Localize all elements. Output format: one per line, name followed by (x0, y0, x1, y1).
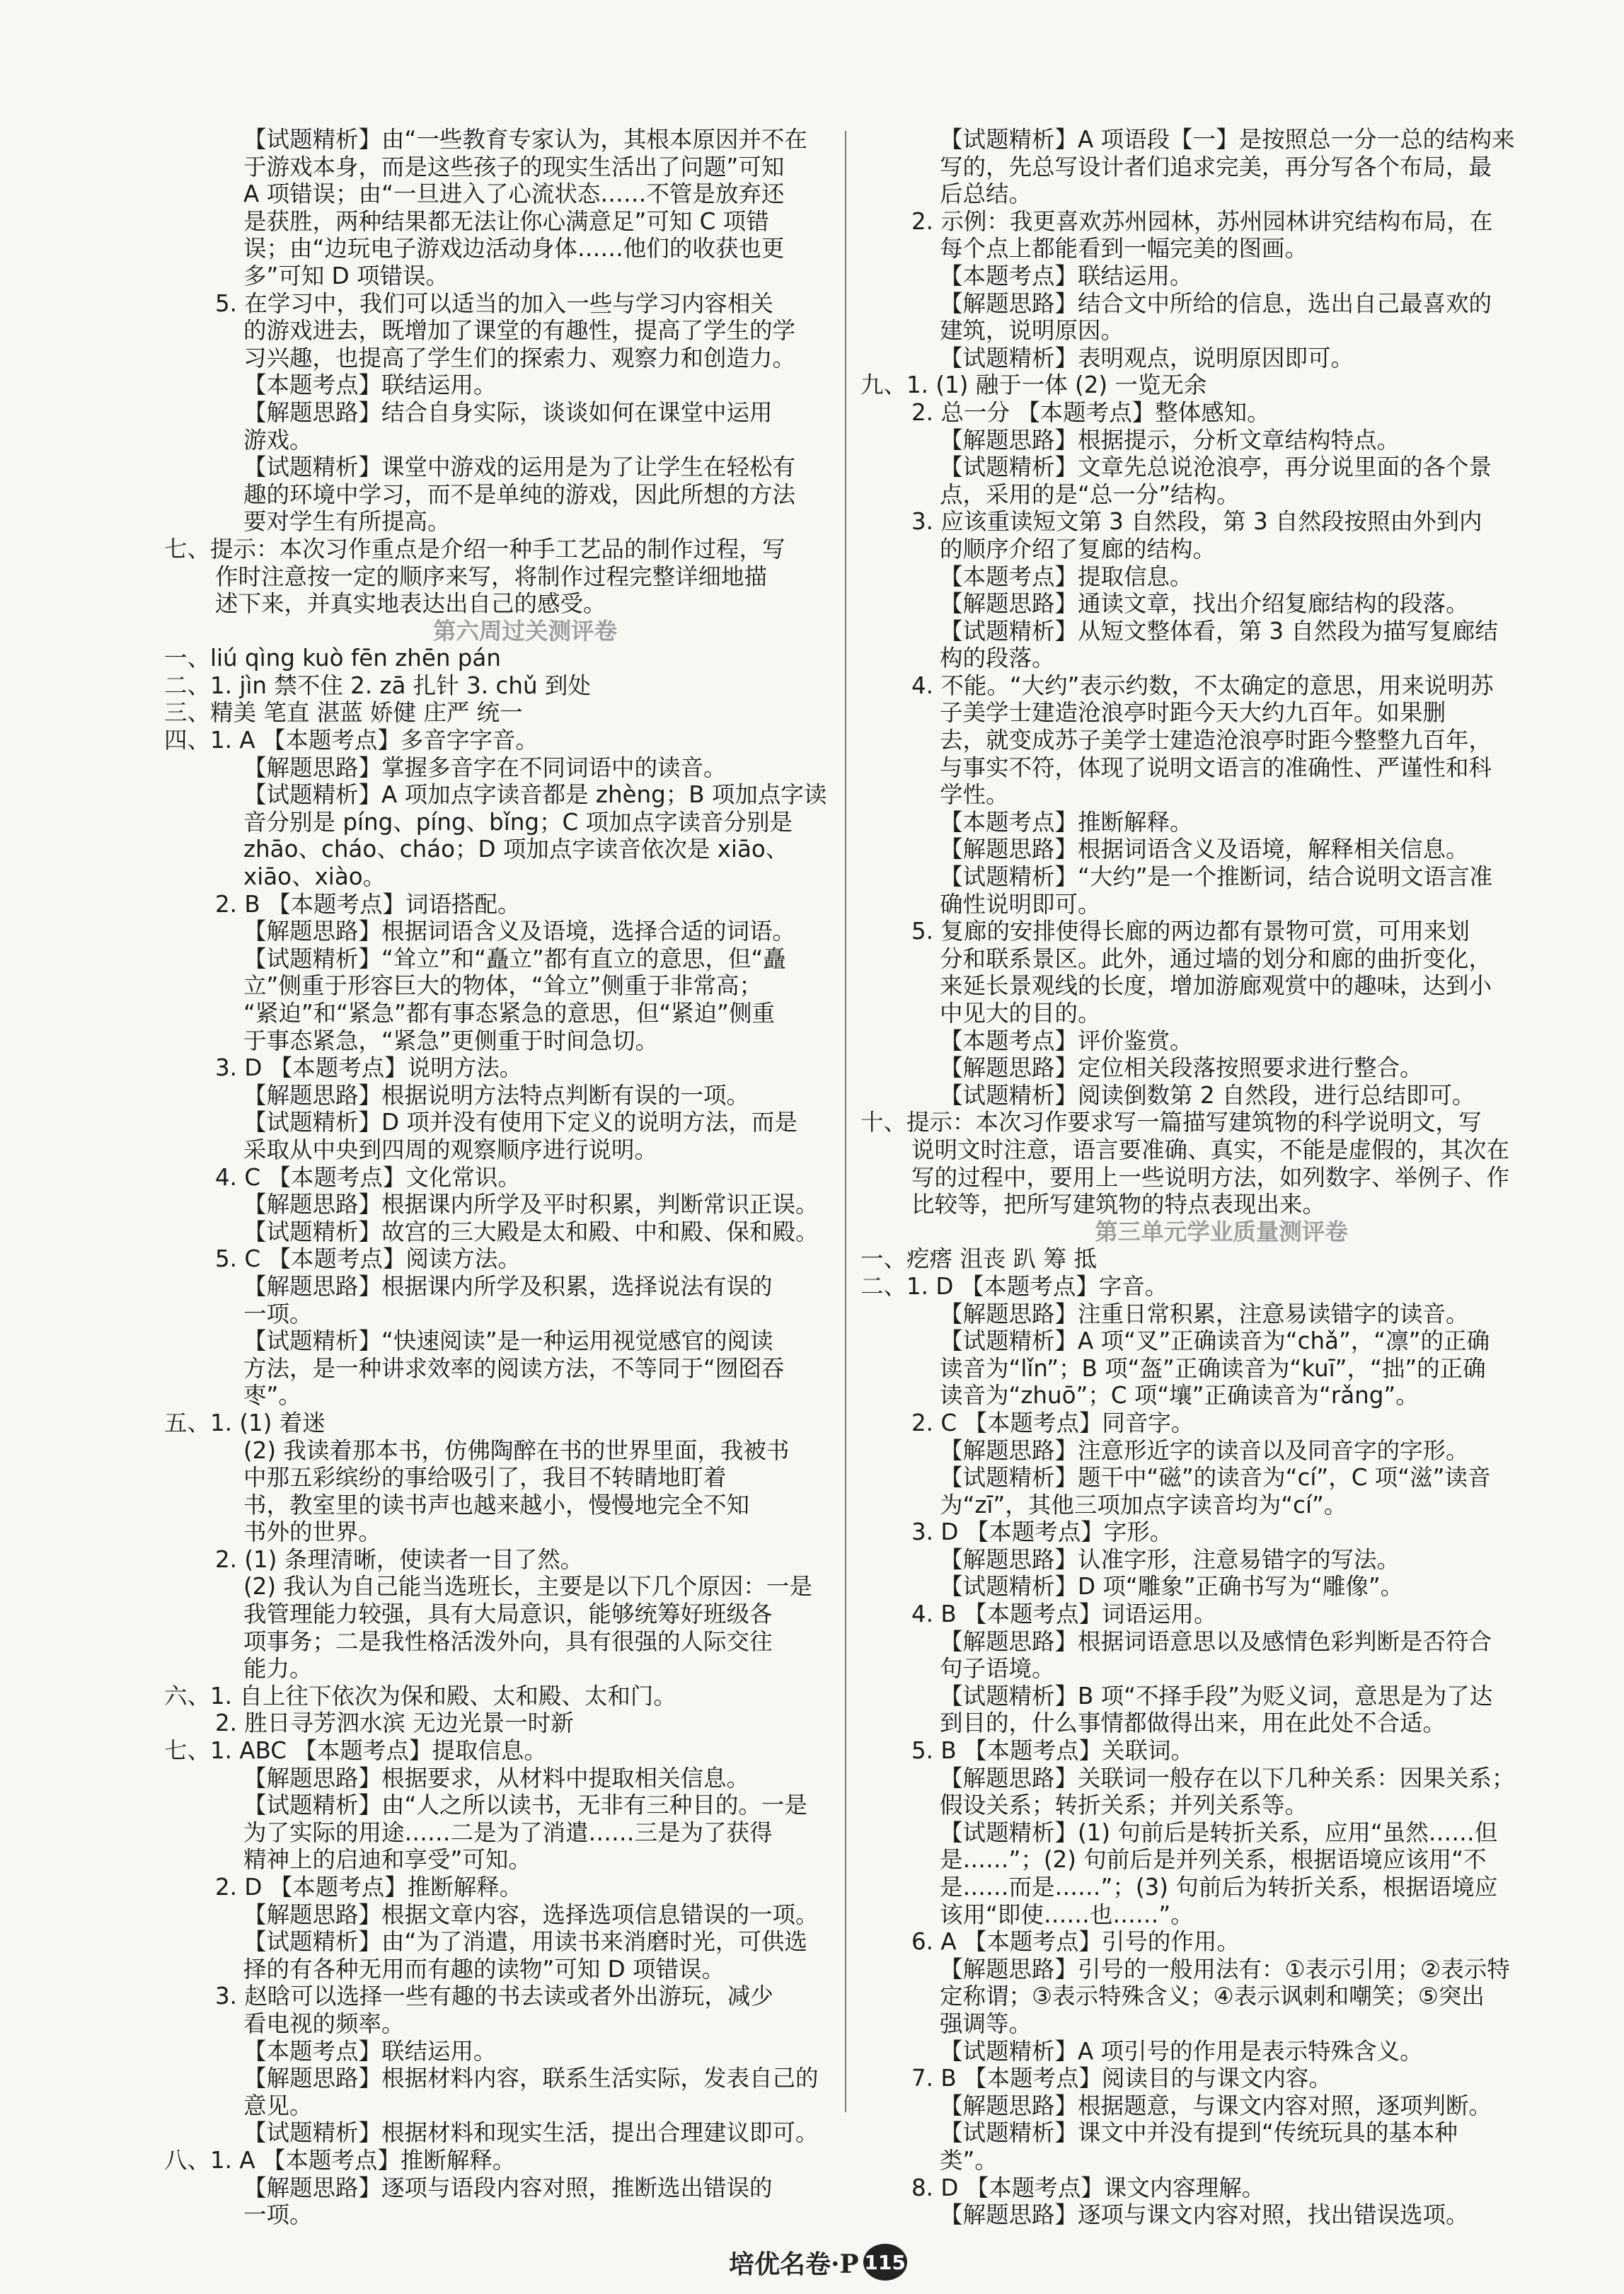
answer-line: 【试题精析】题干中“磁”的读音为“cí”，C 项“滋”读音 (940, 1464, 1491, 1492)
answer-line: 【解题思路】根据课内所学及积累，选择说法有误的 (243, 1272, 773, 1300)
answer-line: 读音为“zhuō”；C 项“壤”正确读音为“rǎng”。 (940, 1382, 1419, 1410)
answer-line: 【本题考点】联结运用。 (940, 262, 1193, 289)
answer-line: 【本题考点】推断解释。 (940, 808, 1193, 836)
answer-line: 【解题思路】根据词语含义及语境，解释相关信息。 (940, 836, 1469, 863)
answer-line: 【解题思路】根据说明方法特点判断有误的一项。 (243, 1081, 750, 1109)
answer-line: 5. 复廊的安排使得长廊的两边都有景物可赏，可用来划 (911, 918, 1470, 945)
answer-line: 2. 示例：我更喜欢苏州园林，苏州园林讲究结构布局，在 (911, 207, 1493, 235)
answer-line: 【试题精析】从短文整体看，第 3 自然段为描写复廊结 (940, 617, 1498, 645)
answer-line: 假设关系；转折关系；并列关系等。 (940, 1792, 1308, 1819)
answer-line: 二、1. D 【本题考点】字音。 (860, 1272, 1168, 1300)
answer-line: 游戏。 (243, 426, 313, 454)
answer-line: 误；由“边玩电子游戏边活动身体……他们的收获也更 (243, 235, 785, 263)
answer-line: 写的过程中，要用上一些说明方法，如列数字、举例子、作 (911, 1163, 1510, 1191)
answer-line: 【试题精析】表明观点，说明原因即可。 (940, 344, 1354, 371)
answer-line: 【试题精析】根据材料和现实生活，提出合理建议即可。 (243, 2119, 819, 2147)
answer-line: 【试题精析】D 项并没有使用下定义的说明方法，而是 (243, 1109, 797, 1136)
answer-line: 【本题考点】联结运用。 (243, 2037, 497, 2065)
answer-line: 一项。 (243, 1300, 313, 1327)
answer-line: 3. 应该重读短文第 3 自然段，第 3 自然段按照由外到内 (911, 508, 1482, 536)
answer-line: 【解题思路】认准字形，注意易错字的写法。 (940, 1545, 1400, 1573)
answer-line: 四、1. A 【本题考点】多音字字音。 (164, 727, 539, 754)
answer-line: 【解题思路】掌握多音字在不同词语中的读音。 (243, 754, 727, 781)
answer-line: 【解题思路】结合自身实际，谈谈如何在课堂中运用 (243, 398, 773, 426)
answer-line: 5. B 【本题考点】关联词。 (911, 1737, 1194, 1765)
answer-line: 与事实不符，体现了说明文语言的准确性、严谨性和科 (940, 754, 1492, 781)
answer-line: 构的段落。 (940, 645, 1055, 672)
answer-line: 【解题思路】根据词语意思以及感情色彩判断是否符合 (940, 1627, 1492, 1655)
answer-line: 三、精美 笔直 湛蓝 娇健 庄严 统一 (164, 699, 523, 727)
answer-line: 【试题精析】阅读倒数第 2 自然段，进行总结即可。 (940, 1081, 1475, 1109)
answer-line: 【本题考点】联结运用。 (243, 371, 497, 399)
answer-line: 【试题精析】课堂中游戏的运用是为了让学生在轻松有 (243, 454, 796, 481)
answer-line: 写的，先总写设计者们追求完美，再分写各个布局，最 (940, 153, 1492, 180)
answer-line: 【试题精析】A 项“叉”正确读音为“chǎ”，“凛”的正确 (940, 1327, 1490, 1355)
answer-line: 【解题思路】引号的一般用法有：①表示引用；②表示特 (940, 1955, 1510, 1983)
answer-line: 的游戏进去，既增加了课堂的有趣性，提高了学生的学 (243, 317, 796, 345)
answer-line: 【本题考点】评价鉴赏。 (940, 1027, 1193, 1054)
answer-line: “紧迫”和“紧急”都有事态紧急的意思，但“紧迫”侧重 (243, 1000, 776, 1027)
answer-line: 【解题思路】根据材料内容，联系生活实际，发表自己的 (243, 2065, 819, 2092)
answer-line: 【解题思路】结合文中所给的信息，选出自己最喜欢的 (940, 289, 1492, 317)
answer-line: 的顺序介绍了复廊的结构。 (940, 535, 1216, 563)
answer-line: 意见。 (243, 2092, 313, 2119)
answer-line: 【解题思路】根据提示，分析文章结构特点。 (940, 426, 1400, 454)
answer-line: 八、1. A 【本题考点】推断解释。 (164, 2146, 516, 2174)
column-divider (845, 131, 846, 2112)
answer-line: 该用“即使……也……”。 (940, 1901, 1194, 1928)
answer-line: 【解题思路】根据要求，从材料中提取相关信息。 (243, 1764, 750, 1792)
answer-line: 项事务；二是我性格活泼外向，具有很强的人际交往 (243, 1627, 773, 1655)
answer-line: 2. (1) 条理清晰，使读者一目了然。 (215, 1545, 584, 1573)
left-column (164, 126, 886, 2229)
answer-line: 是……”；(2) 句前后是并列关系，根据语境应该用“不 (940, 1846, 1487, 1874)
answer-line: 五、1. (1) 着迷 (164, 1409, 326, 1436)
answer-line: 5. C 【本题考点】阅读方法。 (215, 1245, 521, 1273)
answer-line: 习兴趣，也提高了学生们的探索力、观察力和创造力。 (243, 344, 796, 371)
right-column (860, 126, 1582, 2229)
answer-line: 【解题思路】根据文章内容，选择选项信息错误的一项。 (243, 1901, 819, 1928)
answer-line: 【试题精析】B 项“不择手段”为贬义词，意思是为了达 (940, 1682, 1493, 1710)
answer-line: 【解题思路】逐项与语段内容对照，推断选出错误的 (243, 2174, 773, 2201)
answer-line: (2) 我读着那本书，仿佛陶醉在书的世界里面，我被书 (243, 1436, 790, 1464)
answer-line: 于游戏本身，而是这些孩子的现实生活出了问题”可知 (243, 153, 785, 180)
answer-line: 择的有各种无用而有趣的读物”可知 D 项错误。 (243, 1955, 725, 1983)
answer-line: 【试题精析】由“人之所以读书，无非有三种目的。一是 (243, 1792, 807, 1819)
answer-line: 【试题精析】A 项引号的作用是表示特殊含义。 (940, 2037, 1423, 2065)
answer-line: 2. B 【本题考点】词语搭配。 (215, 890, 521, 918)
answer-line: xiāo、xiào。 (243, 863, 386, 891)
answer-line: 建筑，说明原因。 (940, 317, 1124, 345)
answer-line: 是获胜，两种结果都无法让你心满意足”可知 C 项错 (243, 207, 769, 235)
answer-line: 【试题精析】由“为了消遣，用读书来消磨时光，可供选 (243, 1928, 807, 1956)
answer-line: 【解题思路】根据课内所学及平时积累，判断常识正误。 (243, 1191, 819, 1218)
answer-line: 【解题思路】根据题意，与课文内容对照，逐项判断。 (940, 2092, 1492, 2119)
answer-line: 【试题精析】由“一些教育专家认为，其根本原因并不在 (243, 126, 807, 153)
answer-line: 【解题思路】逐项与课文内容对照，找出错误选项。 (940, 2201, 1469, 2229)
answer-line: 中见大的目的。 (940, 1000, 1101, 1027)
answer-line: 作时注意按一定的顺序来写，将制作过程完整详细地描 (215, 563, 768, 590)
answer-line: 3. 赵晗可以选择一些有趣的书去读或者外出游玩，减少 (215, 1983, 773, 2010)
answer-line: 定称谓；③表示特殊含义；④表示讽刺和嘲笑；⑤突出 (940, 1983, 1485, 2010)
answer-line: 3. D 【本题考点】说明方法。 (215, 1054, 523, 1082)
answer-line: 【本题考点】提取信息。 (940, 563, 1193, 590)
answer-line: 【解题思路】根据词语含义及语境，选择合适的词语。 (243, 918, 796, 945)
answer-line: 2. D 【本题考点】推断解释。 (215, 1874, 523, 1901)
answer-line: 确性说明即可。 (940, 890, 1101, 918)
section-heading: 第六周过关测评卷 (432, 617, 617, 645)
answer-line: 七、1. ABC 【本题考点】提取信息。 (164, 1737, 547, 1765)
answer-line: 一项。 (243, 2201, 313, 2229)
answer-line: 3. D 【本题考点】字形。 (911, 1518, 1173, 1546)
answer-line: 6. A 【本题考点】引号的作用。 (911, 1928, 1240, 1956)
page-number: 115 (863, 2244, 907, 2281)
answer-line: 我管理能力较强，具有大局意识，能够统筹好班级各 (243, 1601, 773, 1628)
answer-line: 趣的环境中学习，而不是单纯的游戏，因此所想的方法 (243, 480, 796, 508)
answer-line: 十、提示：本次习作要求写一篇描写建筑物的科学说明文，写 (860, 1109, 1482, 1136)
answer-line: 看电视的频率。 (243, 2010, 405, 2037)
answer-line: 说明文时注意，语言要准确、真实，不能是虚假的，其次在 (911, 1136, 1510, 1163)
answer-line: 学性。 (940, 781, 1009, 809)
answer-line: 【试题精析】“大约”是一个推断词，结合说明文语言准 (940, 863, 1493, 891)
answer-line: 多”可知 D 项错误。 (243, 262, 449, 289)
answer-line: 精神上的启迪和享受”可知。 (243, 1846, 531, 1874)
answer-line: 二、1. jìn 禁不住 2. zā 扎针 3. chǔ 到处 (164, 672, 591, 699)
answer-line: 去，就变成苏子美学士建造沧浪亭时距今整整九百年， (940, 727, 1492, 754)
answer-line: 枣”。 (243, 1382, 301, 1410)
answer-line: 立”侧重于形容巨大的物体，“耸立”侧重于非常高； (243, 972, 763, 1000)
answer-line: 【试题精析】(1) 句前后是转折关系，应用“虽然……但 (940, 1819, 1498, 1846)
answer-line: 【解题思路】注重日常积累，注意易读错字的读音。 (940, 1300, 1469, 1327)
answer-line: 一、liú qìng kuò fēn zhēn pán (164, 645, 501, 672)
answer-line: 【试题精析】D 项“雕象”正确书写为“雕像”。 (940, 1573, 1404, 1601)
answer-line: 【试题精析】A 项加点字读音都是 zhèng；B 项加点字读 (243, 781, 827, 809)
answer-line: (2) 我认为自己能当选班长，主要是以下几个原因：一是 (243, 1573, 812, 1601)
answer-line: 是……而是……”；(3) 句前后为转折关系，根据语境应 (940, 1874, 1498, 1901)
answer-line: 4. B 【本题考点】词语运用。 (911, 1601, 1217, 1628)
answer-line: 【试题精析】A 项语段【一】是按照总一分一总的结构来 (940, 126, 1515, 153)
answer-line: 七、提示：本次习作重点是介绍一种手工艺品的制作过程，写 (164, 535, 785, 563)
answer-line: 子美学士建造沧浪亭时距今天大约九百年。如果删 (940, 699, 1446, 727)
answer-line: 采取从中央到四周的观察顺序进行说明。 (243, 1136, 658, 1163)
answer-line: 到目的，什么事情都做得出来，用在此处不合适。 (940, 1710, 1446, 1737)
answer-line: 一、疙瘩 沮丧 趴 筹 抵 (860, 1245, 1097, 1273)
answer-line: 句子语境。 (940, 1655, 1055, 1683)
answer-line: 音分别是 píng、píng、bǐng；C 项加点字读音分别是 (243, 808, 793, 836)
answer-line: 8. D 【本题考点】课文内容理解。 (911, 2174, 1265, 2201)
answer-line: 【解题思路】通读文章，找出介绍复廊结构的段落。 (940, 590, 1469, 618)
answer-line: 类”。 (940, 2146, 998, 2174)
answer-line: 述下来，并真实地表达出自己的感受。 (215, 590, 606, 618)
answer-line: 【试题精析】故宫的三大殿是太和殿、中和殿、保和殿。 (243, 1218, 819, 1245)
answer-line: 九、1. (1) 融于一体 (2) 一览无余 (860, 371, 1207, 399)
answer-line: zhāo、cháo、cháo；D 项加点字读音依次是 xiāo、 (243, 836, 789, 863)
answer-line: 比较等，把所写建筑物的特点表现出来。 (911, 1191, 1326, 1218)
answer-line: 【试题精析】“耸立”和“矗立”都有直立的意思，但“矗 (243, 945, 786, 972)
answer-line: 2. C 【本题考点】同音字。 (911, 1409, 1194, 1436)
page-footer (729, 2243, 907, 2281)
answer-line: 书，教室里的读书声也越来越小，慢慢地完全不知 (243, 1491, 750, 1518)
answer-line: 分和联系景区。此外，通过墙的划分和廊的曲折变化， (940, 945, 1492, 972)
answer-line: 2. 胜日寻芳泗水滨 无边光景一时新 (215, 1710, 574, 1737)
answer-line: 中那五彩缤纷的事给吸引了，我目不转睛地盯着 (243, 1464, 727, 1492)
answer-line: 能力。 (243, 1655, 313, 1683)
answer-line: A 项错误；由“一旦进入了心流状态……不管是放弃还 (243, 180, 785, 208)
answer-line: 4. 不能。“大约”表示约数，不太确定的意思，用来说明苏 (911, 672, 1494, 699)
answer-line: 每个点上都能看到一幅完美的图画。 (940, 235, 1308, 263)
footer-brand: 培优名卷·P (729, 2249, 859, 2279)
answer-line: 要对学生有所提高。 (243, 508, 451, 536)
answer-line: 六、1. 自上往下依次为保和殿、太和殿、太和门。 (164, 1682, 676, 1710)
answer-line: 7. B 【本题考点】阅读目的与课文内容。 (911, 2065, 1332, 2092)
answer-line: 方法，是一种讲求效率的阅读方法，不等同于“囫囵吞 (243, 1354, 785, 1382)
answer-line: 5. 在学习中，我们可以适当的加入一些与学习内容相关 (215, 289, 773, 317)
answer-line: 【解题思路】注意形近字的读音以及同音字的字形。 (940, 1436, 1469, 1464)
answer-line: 为“zī”，其他三项加点字读音均为“cí”。 (940, 1491, 1347, 1518)
answer-line: 【解题思路】定位相关段落按照要求进行整合。 (940, 1054, 1423, 1082)
answer-line: 为了实际的用途……二是为了消遣……三是为了获得 (243, 1819, 773, 1846)
answer-line: 【试题精析】课文中并没有提到“传统玩具的基本种 (940, 2119, 1458, 2147)
answer-line: 4. C 【本题考点】文化常识。 (215, 1163, 521, 1191)
answer-line: 读音为“lǐn”；B 项“盔”正确读音为“kuī”，“拙”的正确 (940, 1354, 1486, 1382)
answer-line: 【解题思路】关联词一般存在以下几种关系：因果关系； (940, 1764, 1515, 1792)
answer-line: 【试题精析】“快速阅读”是一种运用视觉感官的阅读 (243, 1327, 773, 1355)
answer-line: 2. 总一分 【本题考点】整体感知。 (911, 398, 1270, 426)
answer-line: 后总结。 (940, 180, 1032, 208)
answer-line: 书外的世界。 (243, 1518, 382, 1546)
answer-line: 【试题精析】文章先总说沧浪亭，再分说里面的各个景 (940, 454, 1492, 481)
answer-line: 于事态紧急，“紧急”更侧重于时间急切。 (243, 1027, 659, 1054)
section-heading: 第三单元学业质量测评卷 (1095, 1218, 1348, 1245)
answer-line: 来延长景观线的长度，增加游廊观赏中的趣味，达到小 (940, 972, 1492, 1000)
answer-line: 强调等。 (940, 2010, 1032, 2037)
answer-line: 点，采用的是“总一分”结构。 (940, 480, 1240, 508)
